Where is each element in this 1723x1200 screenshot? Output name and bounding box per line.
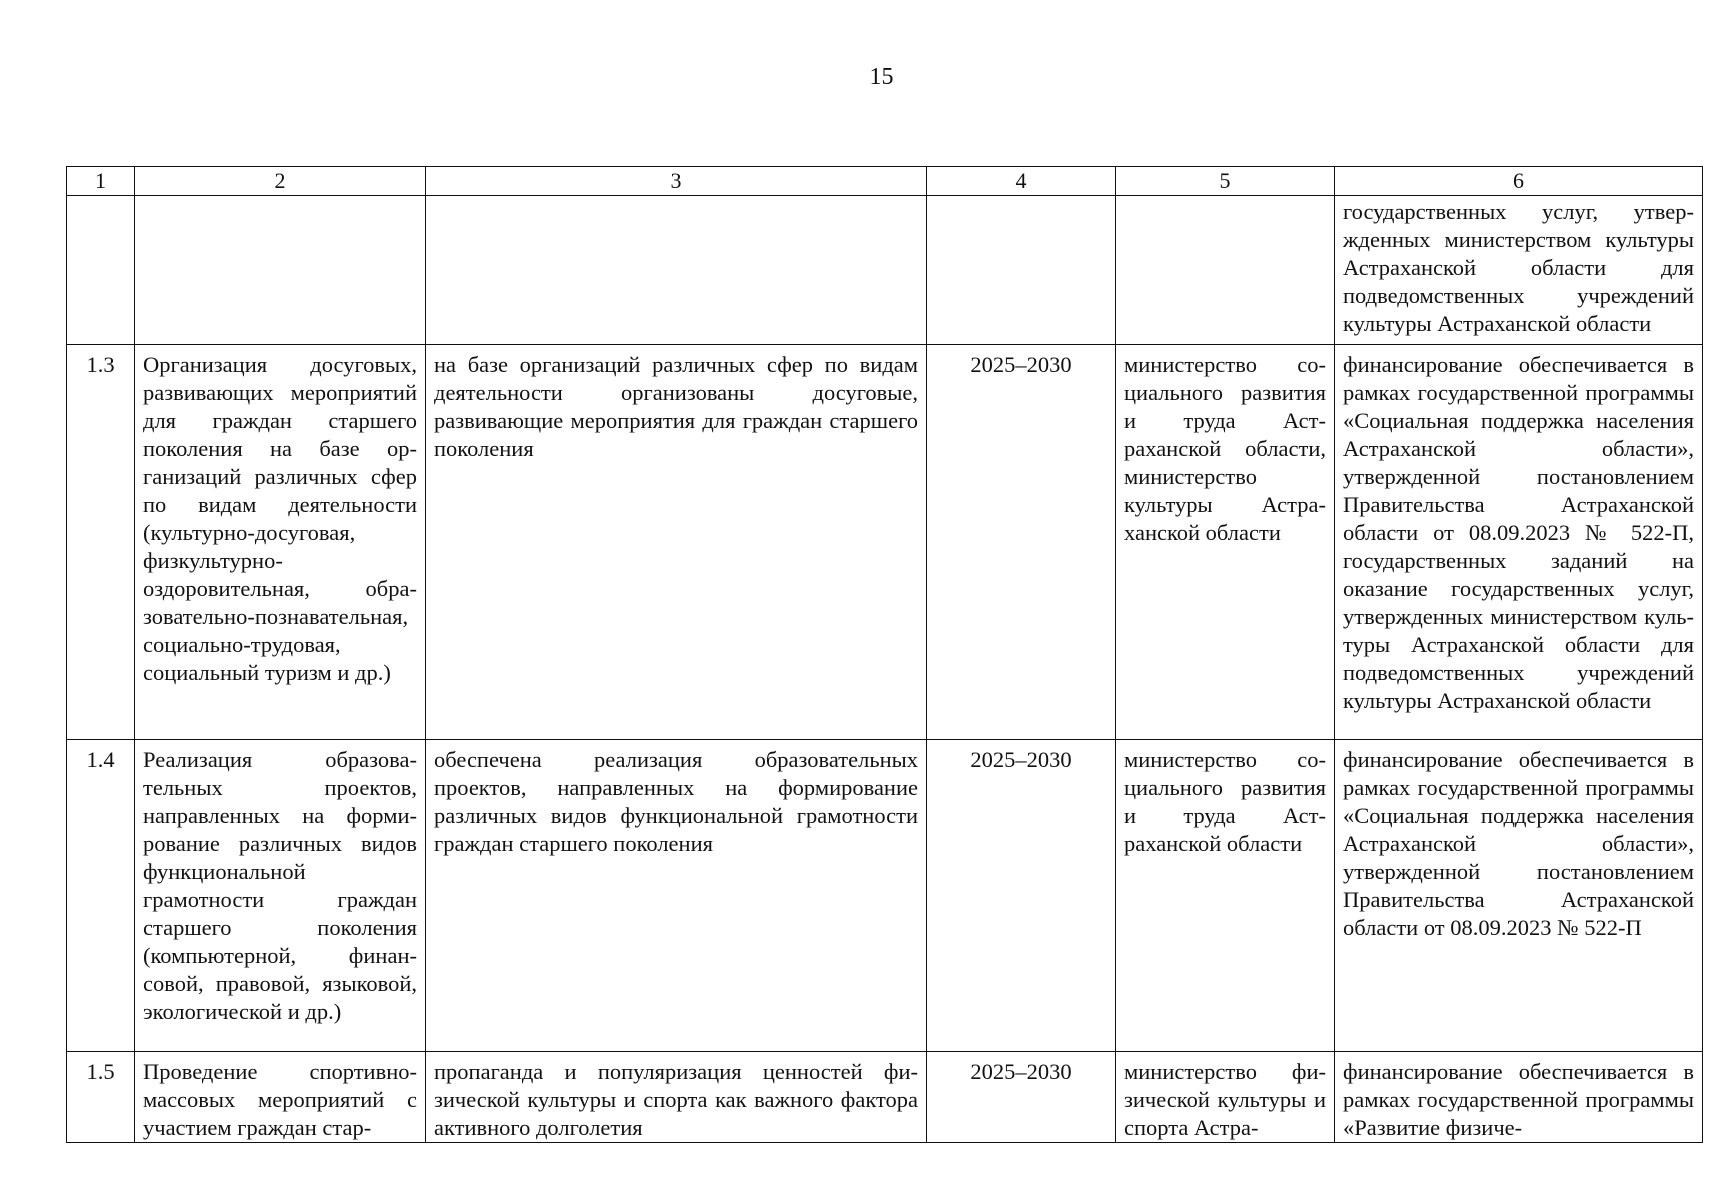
column-number: 1 [67,167,135,196]
period-cell: 2025–2030 [927,740,1116,1052]
table-row [67,1052,1703,1143]
table-row [67,740,1703,1052]
financing-cell: государственных услуг, утвержденных министерством культуры Астраханской области для подведомственных учреждений культуры Астраханской области [1335,196,1703,345]
task-cell: Организация досуговых, развивающих мероприятий для граждан старшего поколения на базе организаций различных сфер по видам деятельности (культурно-досуговая, физкультурно-оздоровительная, образовательно-познавательная, социально-трудовая, социальный туризм и др.) [135,345,426,740]
result-cell: на базе организаций различных сфер по видам деятельности организованы досуговые, развивающие мероприятия для граждан старшего поколения [426,345,927,740]
row-number-cell: 1.3 [67,345,135,740]
responsible-cell: министерство социального развития и труда Астраханской области, министерство культуры Астраханской области [1116,345,1335,740]
column-number: 5 [1116,167,1335,196]
table-row [67,345,1703,740]
row-number-cell: 1.5 [67,1052,135,1143]
plan-table [66,166,1703,1143]
task-cell: Реализация образовательных проектов, направленных на формирование различных видов функциональной грамотности граждан старшего поколения (компьютерной, финансовой, правовой, языковой, экологической и др.) [135,740,426,1052]
financing-cell: финансирование обеспечивается в рамках государственной программы «Развитие физиче- [1335,1052,1703,1143]
period-cell: 2025–2030 [927,345,1116,740]
column-number: 2 [135,167,426,196]
result-cell: обеспечена реализация образовательных проектов, направленных на формирование различных видов функциональной грамотности граждан старшего поколения [426,740,927,1052]
row-number-cell [67,196,135,345]
period-cell: 2025–2030 [927,1052,1116,1143]
task-cell: Проведение спортивно-массовых мероприятий с участием граждан стар- [135,1052,426,1143]
task-cell [135,196,426,345]
financing-cell: финансирование обеспечивается в рамках государственной программы «Социальная поддержка населения Астраханской области», утвержденной постановлением Правительства Астраханской области от 08.09.2023 № 522-П [1335,740,1703,1052]
responsible-cell: министерство физической культуры и спорта Астра- [1116,1052,1335,1143]
result-cell [426,196,927,345]
column-number: 4 [927,167,1116,196]
period-cell [927,196,1116,345]
responsible-cell [1116,196,1335,345]
responsible-cell: министерство социального развития и труда Астраханской области [1116,740,1335,1052]
column-number: 6 [1335,167,1703,196]
table-row-continued [67,196,1703,345]
financing-cell: финансирование обеспечивается в рамках государственной программы «Социальная поддержка населения Астраханской области», утвержденной постановлением Правительства Астраханской области от 08.09.2023 № 522-П, государственных заданий на оказание государственных услуг, утвержденных министерством культуры Астраханской области для подведомственных учреждений культуры Астраханской области [1335,345,1703,740]
column-number-row [67,167,1703,196]
result-cell: пропаганда и популяризация ценностей физической культуры и спорта как важного фактора активного долголетия [426,1052,927,1143]
row-number-cell: 1.4 [67,740,135,1052]
page-number: 15 [869,64,894,90]
column-number: 3 [426,167,927,196]
